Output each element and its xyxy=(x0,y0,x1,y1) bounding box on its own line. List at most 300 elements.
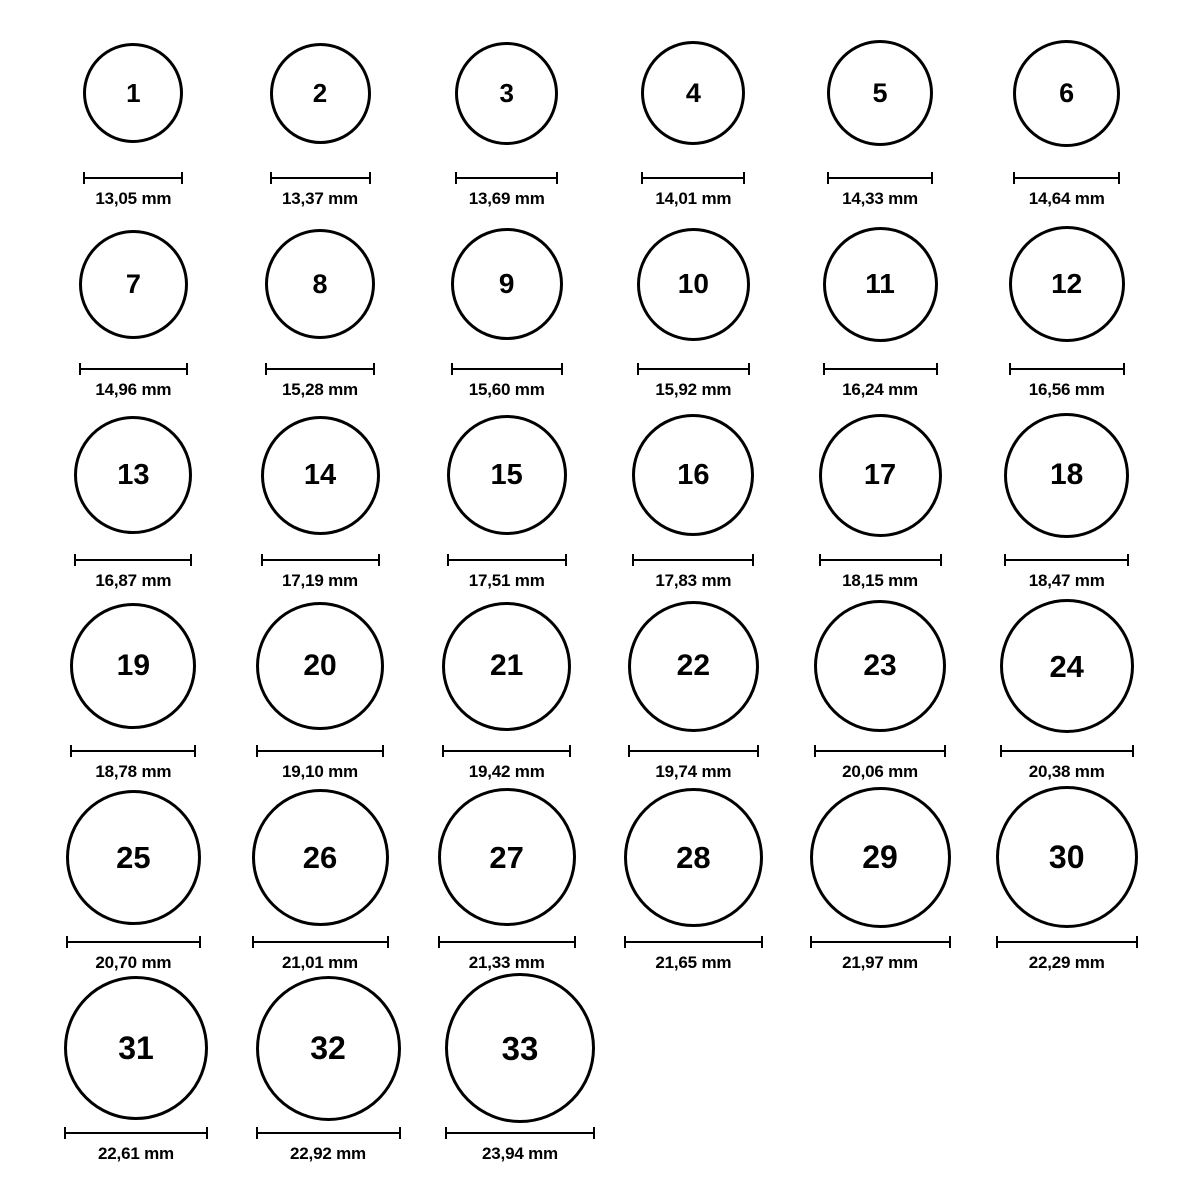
ring-size-cell xyxy=(787,209,974,400)
diameter-bar-line xyxy=(455,177,558,179)
diameter-bar-line xyxy=(438,941,576,943)
diameter-bar-line xyxy=(83,177,183,179)
ring-measure xyxy=(438,936,576,973)
ring-size-number: 18 xyxy=(1050,458,1084,491)
ring-size-number: 31 xyxy=(118,1030,154,1066)
ring-circle-wrap xyxy=(74,400,192,550)
diameter-bar-cap-right xyxy=(190,554,192,566)
ring-circle-icon xyxy=(455,42,558,145)
diameter-bar-cap-right xyxy=(382,745,384,757)
diameter-bar-cap-right xyxy=(944,745,946,757)
ring-size-number: 19 xyxy=(116,649,151,682)
diameter-bar-icon xyxy=(996,936,1138,948)
ring-diameter-label: 16,24 mm xyxy=(842,380,918,399)
ring-circle-wrap xyxy=(451,209,563,359)
diameter-bar-cap-right xyxy=(569,745,571,757)
diameter-bar-cap-right xyxy=(1132,745,1134,757)
ring-size-number: 6 xyxy=(1059,77,1075,108)
diameter-bar-line xyxy=(1004,559,1129,561)
diameter-bar-line xyxy=(445,1132,595,1134)
ring-size-number: 16 xyxy=(677,458,710,491)
diameter-bar-line xyxy=(70,750,196,752)
ring-size-number: 1 xyxy=(126,78,141,108)
ring-circle-icon xyxy=(1004,413,1129,538)
ring-size-cell xyxy=(40,18,227,209)
diameter-bar-cap-right xyxy=(748,363,750,375)
ring-measure xyxy=(641,172,745,209)
ring-size-row xyxy=(40,973,1160,1164)
ring-diameter-label: 15,28 mm xyxy=(282,380,358,399)
diameter-bar-cap-left xyxy=(1013,172,1015,184)
ring-size-cell xyxy=(973,782,1160,973)
diameter-bar-cap-right xyxy=(369,172,371,184)
ring-diameter-label: 21,65 mm xyxy=(655,953,732,972)
diameter-bar-line xyxy=(814,750,946,752)
diameter-bar-line xyxy=(74,559,192,561)
ring-diameter-label: 16,87 mm xyxy=(95,571,172,590)
ring-size-cell xyxy=(40,591,227,782)
ring-measure xyxy=(265,363,375,400)
ring-circle-icon xyxy=(74,416,192,534)
ring-circle-wrap xyxy=(79,209,188,359)
ring-measure xyxy=(810,936,951,973)
diameter-bar-icon xyxy=(810,936,951,948)
ring-diameter-label: 17,19 mm xyxy=(282,571,358,590)
ring-measure xyxy=(996,936,1138,973)
ring-circle-wrap xyxy=(83,18,183,168)
ring-size-cell xyxy=(227,782,414,973)
ring-circle-wrap xyxy=(819,400,942,550)
diameter-bar-cap-right xyxy=(556,172,558,184)
ring-size-cell xyxy=(413,400,600,591)
diameter-bar-icon xyxy=(70,745,196,757)
ring-diameter-label: 13,37 mm xyxy=(282,189,358,208)
diameter-bar-cap-right xyxy=(1136,936,1138,948)
ring-size-number: 30 xyxy=(1048,839,1085,875)
ring-diameter-label: 19,42 mm xyxy=(468,762,545,781)
ring-diameter-label: 21,33 mm xyxy=(468,953,545,972)
diameter-bar-cap-left xyxy=(823,363,825,375)
diameter-bar-cap-left xyxy=(442,745,444,757)
diameter-bar-icon xyxy=(270,172,371,184)
ring-circle-icon xyxy=(270,43,371,144)
diameter-bar-line xyxy=(1013,177,1120,179)
diameter-bar-icon xyxy=(641,172,745,184)
ring-size-number: 8 xyxy=(312,268,328,299)
diameter-bar-icon xyxy=(442,745,571,757)
diameter-bar-icon xyxy=(438,936,576,948)
ring-circle-wrap xyxy=(256,973,401,1123)
ring-size-number: 10 xyxy=(677,268,709,299)
ring-circle-icon xyxy=(641,41,745,145)
diameter-bar-line xyxy=(632,559,754,561)
ring-measure xyxy=(83,172,183,209)
ring-circle-icon xyxy=(256,976,401,1121)
ring-size-number: 29 xyxy=(862,839,898,875)
diameter-bar-cap-left xyxy=(1009,363,1011,375)
diameter-bar-icon xyxy=(637,363,750,375)
ring-circle-icon xyxy=(810,787,951,928)
ring-size-number: 27 xyxy=(489,839,524,875)
diameter-bar-cap-left xyxy=(447,554,449,566)
ring-measure xyxy=(256,1127,401,1164)
ring-size-number: 7 xyxy=(125,268,141,299)
diameter-bar-cap-left xyxy=(64,1127,66,1139)
diameter-bar-line xyxy=(256,1132,401,1134)
diameter-bar-cap-right xyxy=(181,172,183,184)
diameter-bar-cap-right xyxy=(387,936,389,948)
diameter-bar-cap-right xyxy=(399,1127,401,1139)
diameter-bar-cap-left xyxy=(819,554,821,566)
diameter-bar-line xyxy=(252,941,389,943)
ring-size-cell xyxy=(973,209,1160,400)
diameter-bar-icon xyxy=(265,363,375,375)
ring-circle-wrap xyxy=(270,18,371,168)
ring-circle-wrap xyxy=(1004,400,1129,550)
ring-size-number: 26 xyxy=(302,839,338,875)
ring-measure xyxy=(261,554,380,591)
ring-circle-wrap xyxy=(252,782,389,932)
diameter-bar-cap-right xyxy=(931,172,933,184)
ring-measure xyxy=(451,363,563,400)
ring-size-cell xyxy=(232,973,424,1164)
diameter-bar-line xyxy=(270,177,371,179)
ring-measure xyxy=(66,936,201,973)
ring-circle-wrap xyxy=(641,18,745,168)
ring-circle-wrap xyxy=(624,782,763,932)
ring-diameter-label: 22,61 mm xyxy=(98,1144,174,1163)
ring-size-cell xyxy=(413,591,600,782)
ring-diameter-label: 15,92 mm xyxy=(655,380,732,399)
ring-size-cell xyxy=(787,18,974,209)
diameter-bar-icon xyxy=(256,745,384,757)
diameter-bar-icon xyxy=(256,1127,401,1139)
diameter-bar-icon xyxy=(628,745,759,757)
diameter-bar-icon xyxy=(819,554,942,566)
ring-measure xyxy=(445,1127,595,1164)
diameter-bar-line xyxy=(447,559,567,561)
ring-measure xyxy=(79,363,188,400)
ring-size-cell xyxy=(227,591,414,782)
ring-measure xyxy=(270,172,371,209)
diameter-bar-icon xyxy=(261,554,380,566)
ring-diameter-label: 20,06 mm xyxy=(842,762,918,781)
ring-diameter-label: 18,78 mm xyxy=(95,762,172,781)
diameter-bar-line xyxy=(624,941,763,943)
diameter-bar-icon xyxy=(455,172,558,184)
ring-size-number: 14 xyxy=(303,458,337,491)
ring-measure xyxy=(819,554,942,591)
diameter-bar-cap-left xyxy=(265,363,267,375)
ring-measure xyxy=(637,363,750,400)
diameter-bar-cap-right xyxy=(186,363,188,375)
ring-size-cell xyxy=(600,209,787,400)
ring-circle-wrap xyxy=(628,591,759,741)
diameter-bar-line xyxy=(827,177,933,179)
diameter-bar-line xyxy=(810,941,951,943)
ring-circle-icon xyxy=(79,230,188,339)
ring-size-cell xyxy=(600,591,787,782)
ring-circle-wrap xyxy=(64,973,208,1123)
ring-size-number: 2 xyxy=(312,78,328,108)
diameter-bar-cap-left xyxy=(641,172,643,184)
ring-circle-wrap xyxy=(66,782,201,932)
diameter-bar-cap-left xyxy=(632,554,634,566)
ring-circle-wrap xyxy=(996,782,1138,932)
ring-size-number: 11 xyxy=(865,268,895,299)
ring-size-cell xyxy=(787,400,974,591)
ring-circle-icon xyxy=(64,976,208,1120)
diameter-bar-icon xyxy=(827,172,933,184)
ring-circle-wrap xyxy=(455,18,558,168)
ring-size-number: 17 xyxy=(863,458,897,491)
diameter-bar-icon xyxy=(66,936,201,948)
diameter-bar-line xyxy=(823,368,938,370)
diameter-bar-icon xyxy=(814,745,946,757)
ring-circle-wrap xyxy=(632,400,754,550)
ring-diameter-label: 14,96 mm xyxy=(95,380,172,399)
ring-circle-wrap xyxy=(261,400,380,550)
diameter-bar-cap-left xyxy=(66,936,68,948)
ring-measure xyxy=(1009,363,1125,400)
ring-diameter-label: 20,70 mm xyxy=(95,953,172,972)
ring-circle-icon xyxy=(814,600,946,732)
diameter-bar-line xyxy=(1000,750,1134,752)
diameter-bar-cap-right xyxy=(1123,363,1125,375)
diameter-bar-cap-left xyxy=(827,172,829,184)
diameter-bar-line xyxy=(819,559,942,561)
ring-circle-wrap xyxy=(637,209,750,359)
diameter-bar-cap-left xyxy=(438,936,440,948)
diameter-bar-cap-right xyxy=(593,1127,595,1139)
ring-size-cell xyxy=(413,782,600,973)
ring-circle-icon xyxy=(823,227,938,342)
diameter-bar-cap-right xyxy=(743,172,745,184)
ring-size-cell xyxy=(40,400,227,591)
diameter-bar-icon xyxy=(64,1127,208,1139)
ring-diameter-label: 14,33 mm xyxy=(842,189,918,208)
diameter-bar-cap-left xyxy=(74,554,76,566)
ring-circle-icon xyxy=(445,973,595,1123)
diameter-bar-icon xyxy=(252,936,389,948)
ring-size-number: 13 xyxy=(117,458,150,491)
ring-size-number: 22 xyxy=(676,649,711,682)
diameter-bar-cap-left xyxy=(1000,745,1002,757)
diameter-bar-cap-right xyxy=(940,554,942,566)
ring-size-number: 3 xyxy=(499,78,514,108)
ring-circle-wrap xyxy=(1000,591,1134,741)
diameter-bar-icon xyxy=(1013,172,1120,184)
ring-size-number: 28 xyxy=(676,839,711,875)
ring-size-cell xyxy=(973,591,1160,782)
ring-size-number: 9 xyxy=(498,268,515,299)
ring-size-cell xyxy=(600,782,787,973)
ring-circle-wrap xyxy=(70,591,196,741)
ring-circle-wrap xyxy=(265,209,375,359)
ring-circle-icon xyxy=(256,602,384,730)
ring-circle-icon xyxy=(70,603,196,729)
diameter-bar-cap-right xyxy=(757,745,759,757)
diameter-bar-cap-right xyxy=(199,936,201,948)
diameter-bar-cap-right xyxy=(752,554,754,566)
ring-size-number: 21 xyxy=(489,649,524,682)
ring-size-cell xyxy=(973,400,1160,591)
diameter-bar-cap-left xyxy=(637,363,639,375)
diameter-bar-icon xyxy=(445,1127,595,1139)
ring-size-row xyxy=(40,591,1160,782)
diameter-bar-icon xyxy=(1000,745,1134,757)
ring-measure xyxy=(1004,554,1129,591)
diameter-bar-line xyxy=(996,941,1138,943)
ring-size-cell xyxy=(227,209,414,400)
diameter-bar-line xyxy=(79,368,188,370)
ring-measure xyxy=(64,1127,208,1164)
ring-circle-wrap xyxy=(445,973,595,1123)
ring-circle-icon xyxy=(442,602,571,731)
ring-measure xyxy=(827,172,933,209)
ring-diameter-label: 15,60 mm xyxy=(468,380,545,399)
diameter-bar-line xyxy=(637,368,750,370)
ring-size-cell xyxy=(787,782,974,973)
diameter-bar-cap-right xyxy=(561,363,563,375)
ring-diameter-label: 17,83 mm xyxy=(655,571,732,590)
ring-circle-icon xyxy=(827,40,933,146)
ring-size-cell xyxy=(600,18,787,209)
diameter-bar-cap-left xyxy=(270,172,272,184)
ring-measure xyxy=(814,745,946,782)
diameter-bar-cap-left xyxy=(996,936,998,948)
diameter-bar-line xyxy=(641,177,745,179)
ring-size-cell xyxy=(227,400,414,591)
ring-diameter-label: 21,01 mm xyxy=(282,953,358,972)
diameter-bar-icon xyxy=(74,554,192,566)
ring-size-row xyxy=(40,400,1160,591)
ring-circle-wrap xyxy=(442,591,571,741)
ring-diameter-label: 23,94 mm xyxy=(482,1144,558,1163)
diameter-bar-line xyxy=(628,750,759,752)
ring-circle-icon xyxy=(819,414,942,537)
diameter-bar-cap-left xyxy=(256,1127,258,1139)
ring-size-number: 33 xyxy=(501,1029,539,1067)
diameter-bar-icon xyxy=(1004,554,1129,566)
ring-measure xyxy=(628,745,759,782)
ring-size-cell xyxy=(424,973,616,1164)
ring-circle-icon xyxy=(1000,599,1134,733)
ring-circle-icon xyxy=(261,416,380,535)
ring-measure xyxy=(455,172,558,209)
diameter-bar-cap-right xyxy=(194,745,196,757)
ring-circle-wrap xyxy=(823,209,938,359)
ring-diameter-label: 22,29 mm xyxy=(1028,953,1105,972)
ring-circle-wrap xyxy=(438,782,576,932)
ring-size-cell xyxy=(787,591,974,782)
ring-size-number: 15 xyxy=(490,458,523,491)
ring-size-row xyxy=(40,209,1160,400)
diameter-bar-line xyxy=(451,368,563,370)
ring-circle-icon xyxy=(66,790,201,925)
ring-diameter-label: 18,15 mm xyxy=(842,571,918,590)
ring-diameter-label: 22,92 mm xyxy=(290,1144,366,1163)
ring-circle-icon xyxy=(628,601,759,732)
ring-diameter-label: 20,38 mm xyxy=(1028,762,1105,781)
diameter-bar-cap-right xyxy=(565,554,567,566)
ring-circle-wrap xyxy=(256,591,384,741)
diameter-bar-cap-right xyxy=(206,1127,208,1139)
diameter-bar-cap-left xyxy=(455,172,457,184)
ring-circle-icon xyxy=(1009,226,1125,342)
ring-diameter-label: 13,69 mm xyxy=(468,189,545,208)
diameter-bar-line xyxy=(256,750,384,752)
ring-size-number: 32 xyxy=(310,1030,346,1066)
ring-size-cell xyxy=(227,18,414,209)
diameter-bar-cap-right xyxy=(949,936,951,948)
ring-circle-wrap xyxy=(1013,18,1120,168)
ring-size-number: 4 xyxy=(685,77,701,108)
ring-circle-wrap xyxy=(810,782,951,932)
diameter-bar-line xyxy=(265,368,375,370)
ring-circle-icon xyxy=(624,788,763,927)
diameter-bar-cap-right xyxy=(373,363,375,375)
diameter-bar-cap-right xyxy=(761,936,763,948)
diameter-bar-cap-right xyxy=(1118,172,1120,184)
ring-diameter-label: 19,10 mm xyxy=(282,762,358,781)
diameter-bar-cap-left xyxy=(79,363,81,375)
ring-size-number: 25 xyxy=(116,839,151,875)
diameter-bar-line xyxy=(442,750,571,752)
ring-measure xyxy=(447,554,567,591)
ring-circle-icon xyxy=(632,414,754,536)
ring-size-number: 5 xyxy=(872,77,888,108)
diameter-bar-cap-left xyxy=(70,745,72,757)
ring-size-row xyxy=(40,18,1160,209)
ring-circle-icon xyxy=(996,786,1138,928)
ring-measure xyxy=(632,554,754,591)
diameter-bar-cap-left xyxy=(624,936,626,948)
diameter-bar-icon xyxy=(624,936,763,948)
diameter-bar-cap-right xyxy=(574,936,576,948)
diameter-bar-cap-right xyxy=(1127,554,1129,566)
ring-size-cell xyxy=(413,18,600,209)
diameter-bar-icon xyxy=(83,172,183,184)
diameter-bar-cap-left xyxy=(83,172,85,184)
ring-diameter-label: 17,51 mm xyxy=(468,571,545,590)
ring-circle-icon xyxy=(265,229,375,339)
ring-size-cell xyxy=(40,782,227,973)
ring-size-row xyxy=(40,782,1160,973)
ring-size-number: 12 xyxy=(1051,268,1083,299)
diameter-bar-cap-left xyxy=(445,1127,447,1139)
diameter-bar-cap-left xyxy=(628,745,630,757)
diameter-bar-line xyxy=(261,559,380,561)
diameter-bar-icon xyxy=(79,363,188,375)
ring-measure xyxy=(823,363,938,400)
diameter-bar-icon xyxy=(632,554,754,566)
ring-size-cell xyxy=(973,18,1160,209)
diameter-bar-icon xyxy=(451,363,563,375)
ring-circle-wrap xyxy=(1009,209,1125,359)
ring-diameter-label: 14,64 mm xyxy=(1028,189,1105,208)
diameter-bar-line xyxy=(64,1132,208,1134)
ring-size-cell xyxy=(413,209,600,400)
ring-circle-icon xyxy=(1013,40,1120,147)
ring-circle-icon xyxy=(83,43,183,143)
ring-measure xyxy=(252,936,389,973)
diameter-bar-cap-right xyxy=(936,363,938,375)
ring-size-number: 23 xyxy=(863,649,897,682)
diameter-bar-cap-left xyxy=(256,745,258,757)
ring-circle-wrap xyxy=(814,591,946,741)
ring-measure xyxy=(70,745,196,782)
